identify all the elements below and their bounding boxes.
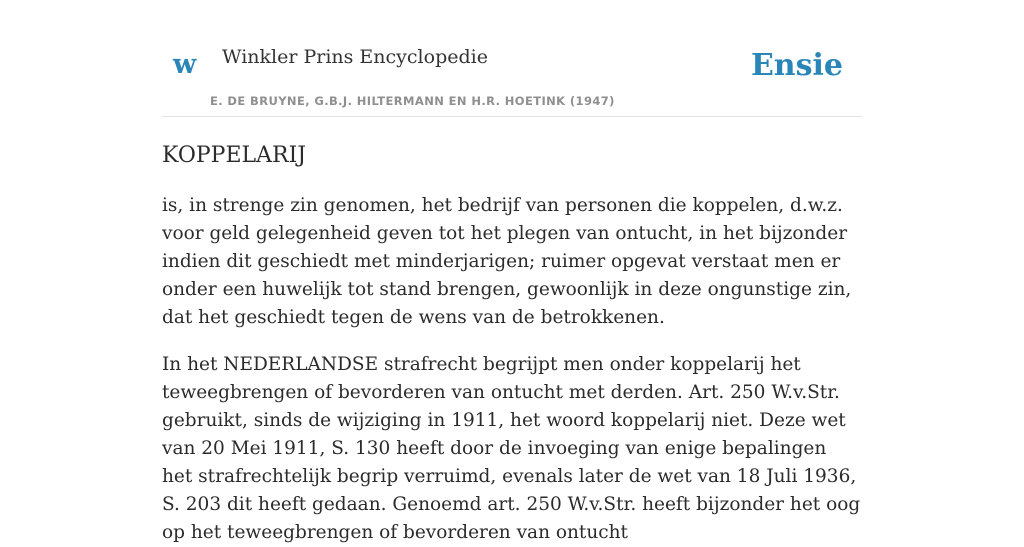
ensie-logo[interactable]: Ensie [750, 48, 843, 83]
article-body [162, 192, 862, 547]
page [162, 0, 862, 547]
article-headword: KOPPELARIJ [162, 143, 307, 168]
article-paragraph: In het NEDERLANDSE strafrecht begrijpt men onder koppelarij het teweegbrengen of bevorderen van ontucht met derden. Art. 250 W.v.Str. gebruikt, sinds de wijziging in 1911, het woord koppelarij niet. Deze wet van 20 Mei 1911, S. 130 heeft door de invoeging van enige bepalingen het strafrechtelijk begrip verruimd, evenals later de wet van 18 Juli 1936, S. 203 dit heeft gedaan. Genoemd art. 250 W.v.Str. heeft bijzonder het oog op het teweegbrengen of bevorderen van ontucht [162, 354, 861, 544]
source-title[interactable]: Winkler Prins Encyclopedie [222, 46, 488, 68]
site-header [162, 0, 862, 117]
article-paragraph: is, in strenge zin genomen, het bedrijf van personen die koppelen, d.w.z. voor geld gelegenheid geven tot het plegen van ontucht, in het bijzonder indien dit geschiedt met minderjarigen; ruimer opgevat verstaat men er onder een huwelijk tot stand brengen, gewoonlijk in deze ongunstige zin, dat het geschiedt tegen de wens van de betrokkenen. [162, 195, 852, 329]
winkler-prins-logo-icon[interactable]: w [173, 49, 197, 80]
source-authors: E. DE BRUYNE, G.B.J. HILTERMANN EN H.R. HOETINK (1947) [210, 94, 615, 108]
